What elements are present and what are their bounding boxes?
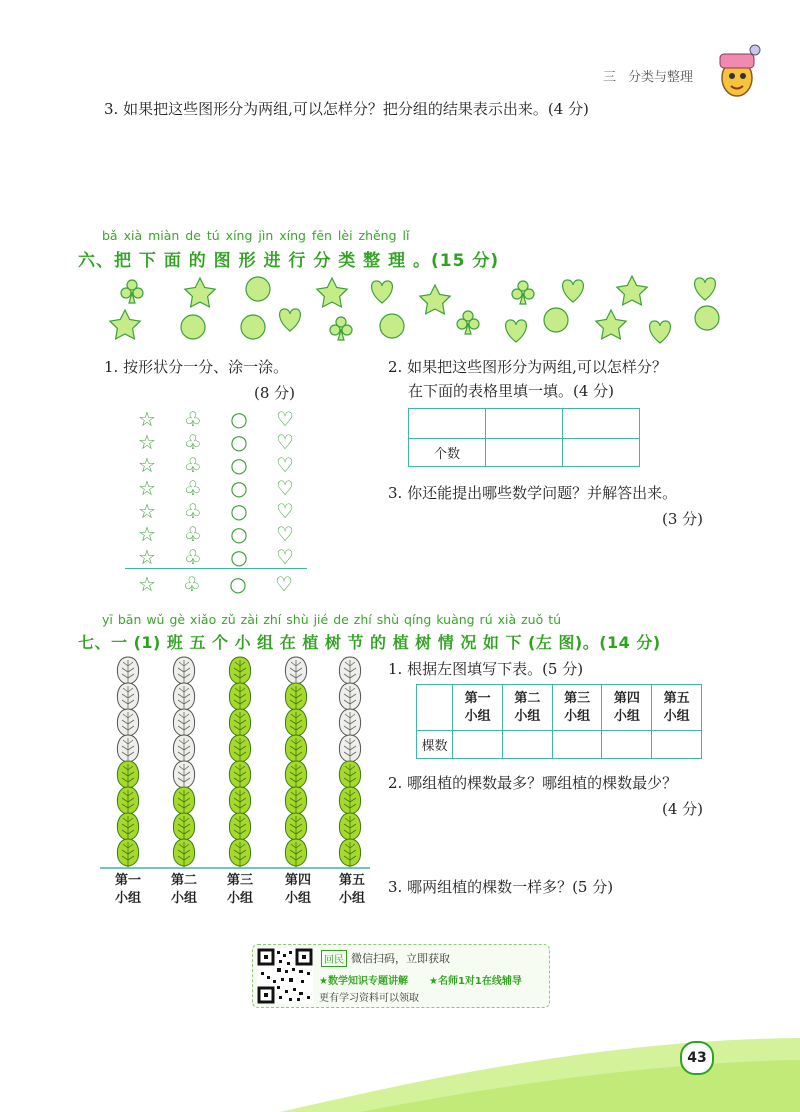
count-label: 个数 [409,439,486,467]
planted-tree-icon [173,787,194,816]
planted-tree-icon [339,813,360,842]
group-4-label: 第四 小组 [284,873,311,906]
unplanted-tree-icon [285,657,306,686]
planted-tree-icon [285,709,306,738]
group-labels [106,872,366,912]
qr-item-1: ★数学知识专题讲解 [319,976,408,987]
planted-tree-icon [285,761,306,790]
planted-tree-icon [229,761,250,790]
answer-cell[interactable] [552,731,602,759]
planted-tree-icon [339,761,360,790]
unplanted-tree-icon [173,735,194,764]
section-6-q3-score: (3 分) [662,510,704,528]
unplanted-tree-icon [339,657,360,686]
baseline [125,568,307,569]
group-1-label: 第一 小组 [114,873,141,906]
group-5-label: 第五 小组 [338,873,365,906]
group-3-label: 第三 小组 [226,873,253,906]
answer-cell[interactable] [563,409,640,439]
section-6-answer-table [408,408,640,467]
shape-collection [100,270,740,350]
section-7-pinyin: yī bān wǔ gè xiǎo zǔ zài zhí shù jié de zhí shù qíng kuàng rú xià zuǒ tú [102,612,562,627]
chapter-title: 分类与整理 [628,70,694,85]
planted-tree-icon [285,839,306,868]
planted-tree-icon [229,683,250,712]
section-6-title: 六、把 下 面 的 图 形 进 行 分 类 整 理 。(15 分) [78,251,500,271]
section-7-q2-text: 2. 哪组植的棵数最多？哪组植的棵数最少？ [388,774,678,792]
planted-tree-icon [285,813,306,842]
planted-tree-icon [339,787,360,816]
mascot-icon [712,40,762,100]
group-header: 第四 小组 [602,685,652,731]
section-6-q3-text: 3. 你还能提出哪些数学问题？并解答出来。 [388,484,678,502]
unplanted-tree-icon [117,657,138,686]
qr-item-2: ★名师1对1在线辅导 [429,976,522,987]
group-2-label: 第二 小组 [170,873,197,906]
section-7-q3-text: 3. 哪两组植的棵数一样多？(5 分) [388,878,614,896]
shape-sorting-grid [125,408,305,600]
section-7-title: 七、一 (1) 班 五 个 小 组 在 植 树 节 的 植 树 情 况 如 下 (左 图)。(14 分) [78,633,661,652]
unplanted-tree-icon [117,735,138,764]
planted-tree-icon [285,787,306,816]
unplanted-tree-icon [339,683,360,712]
planted-tree-icon [229,657,250,686]
section-7-answer-table [416,684,702,759]
unplanted-tree-icon [117,709,138,738]
planted-tree-icon [229,709,250,738]
corner-cell [417,685,453,731]
answer-cell[interactable] [486,439,563,467]
planted-tree-icon [285,735,306,764]
brand-logo: 回民 [321,950,347,967]
planted-tree-icon [339,839,360,868]
answer-cell[interactable] [652,731,702,759]
unplanted-tree-icon [173,657,194,686]
section-7-q1-text: 1. 根据左图填写下表。(5 分) [388,660,584,678]
answer-cell[interactable] [486,409,563,439]
label-row: ☆ ♧ ○ ♡ [138,572,293,596]
section-6-q2-line2: 在下面的表格里填一填。(4 分) [408,382,615,400]
unplanted-tree-icon [173,761,194,790]
planted-tree-icon [229,735,250,764]
answer-cell[interactable] [602,731,652,759]
star-column: ☆ ☆ ☆ ☆ ☆ ☆ ☆ [138,407,156,569]
unplanted-tree-icon [339,709,360,738]
heart-column: ♡ ♡ ♡ ♡ ♡ ♡ ♡ [276,407,294,569]
answer-cell[interactable] [502,731,552,759]
group-header: 第三 小组 [552,685,602,731]
unplanted-tree-icon [117,683,138,712]
unplanted-tree-icon [339,735,360,764]
group-header: 第一 小组 [453,685,503,731]
qr-line-3: 更有学习资料可以领取 [319,993,419,1004]
planted-tree-icon [117,787,138,816]
section-6-q1-score: (8 分) [254,384,296,402]
answer-cell[interactable] [563,439,640,467]
group-header: 第五 小组 [652,685,702,731]
club-column: ♧ ♧ ♧ ♧ ♧ ♧ ♧ [184,407,202,569]
planted-tree-icon [117,839,138,868]
planted-tree-icon [229,839,250,868]
unplanted-tree-icon [173,709,194,738]
circle-column: ○ ○ ○ ○ ○ ○ ○ [230,407,248,569]
section-6-q1-text: 1. 按形状分一分、涂一涂。 [104,358,289,376]
qr-promo-box[interactable] [252,944,550,1008]
unplanted-tree-icon [173,683,194,712]
qr-code-icon[interactable] [257,948,313,1004]
page-number: 43 [680,1041,714,1075]
planted-tree-icon [229,787,250,816]
row-label: 棵数 [417,731,453,759]
question-5-3: 3. 如果把这些图形分为两组,可以怎样分？把分组的结果表示出来。(4 分) [104,100,589,118]
planted-tree-icon [229,813,250,842]
planted-tree-icon [173,813,194,842]
planted-tree-icon [117,813,138,842]
planted-tree-icon [117,761,138,790]
section-7-q2-score: (4 分) [662,800,704,818]
tree-pictograph [100,656,370,876]
answer-cell[interactable] [409,409,486,439]
section-6-q2-line1: 2. 如果把这些图形分为两组,可以怎样分？ [388,358,667,376]
qr-line-1: 微信扫码，立即获取 [351,952,450,965]
planted-tree-icon [173,839,194,868]
answer-cell[interactable] [453,731,503,759]
chapter-number: 三 [603,70,617,85]
group-header: 第二 小组 [502,685,552,731]
planted-tree-icon [285,683,306,712]
section-6-pinyin: bǎ xià miàn de tú xíng jìn xíng fēn lèi zhěng lǐ [102,228,410,243]
